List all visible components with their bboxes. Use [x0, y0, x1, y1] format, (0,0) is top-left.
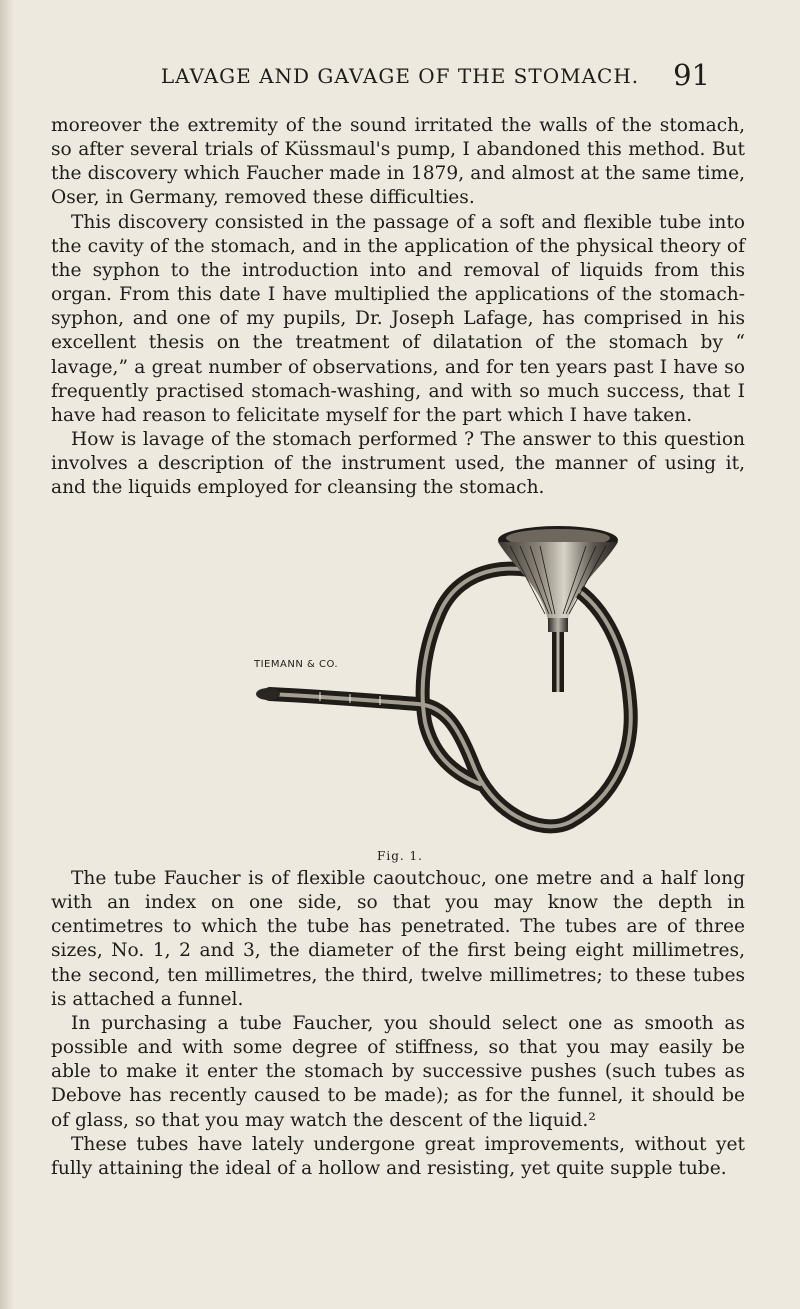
figure-caption: Fig. 1. — [377, 849, 423, 863]
paragraph: moreover the extremity of the sound irritated the walls of the stomach, so after several trials of Küssmaul's pump, I abandoned this method. But the discovery which Faucher made in 1879, and almost at the same time, Oser, in Germany, removed these difficulties. — [51, 115, 745, 209]
running-head: LAVAGE AND GAVAGE OF THE STOMACH. — [160, 64, 640, 88]
paragraph: The tube Faucher is of flexible caoutchouc, one metre and a half long with an index on one side, so that you may know the depth in centimetres to which the tube has penetrated. The tubes are of three sizes, No. 1, 2 and 3, the diameter of the first being eight millimetres, the second, ten millimetres, the third, twelve millimetres; to these tubes is attached a funnel. — [51, 868, 745, 1010]
paragraph: These tubes have lately undergone great improvements, without yet fully attaining the ideal of a hollow and resisting, yet quite supple tube. — [51, 1133, 745, 1179]
page-number: 91 — [673, 58, 710, 92]
stomach-tube-illustration — [240, 522, 660, 862]
paragraph: This discovery consisted in the passage of a soft and flexible tube into the cavity of the stomach, and in the application of the physical theory of the syphon to the introduction into and removal of liquids from this organ. From this date I have multiplied the applications of the stomach-syphon, and one of my pupils, Dr. Joseph Lafage, has comprised in his excellent thesis on the treatment of dilatation of the stomach by “ lavage,” a great number of observations, and for ten years past I have so frequently practised stomach-washing, and with so much success, that I have had reason to felicitate myself for the part which I have taken. — [51, 211, 745, 426]
paragraph: In purchasing a tube Faucher, you should select one as smooth as possible and with some degree of stiffness, so that you may easily be able to make it enter the stomach by successive pushes (such tubes as Debove has recently caused to be made); as for the funnel, it should be of glass, so that you may watch the descent of the liquid.² — [51, 1012, 745, 1131]
book-spine-shadow — [0, 0, 14, 1309]
maker-mark: TIEMANN & CO. — [254, 659, 339, 670]
page-header — [0, 58, 800, 98]
tube-tip — [256, 688, 280, 700]
paragraph: How is lavage of the stomach performed ? The answer to this question involves a description of the instrument used, the manner of using it, and the liquids employed for cleansing the stomach. — [51, 429, 745, 499]
text-block-top — [51, 114, 745, 501]
text-block-bottom — [51, 867, 745, 1181]
